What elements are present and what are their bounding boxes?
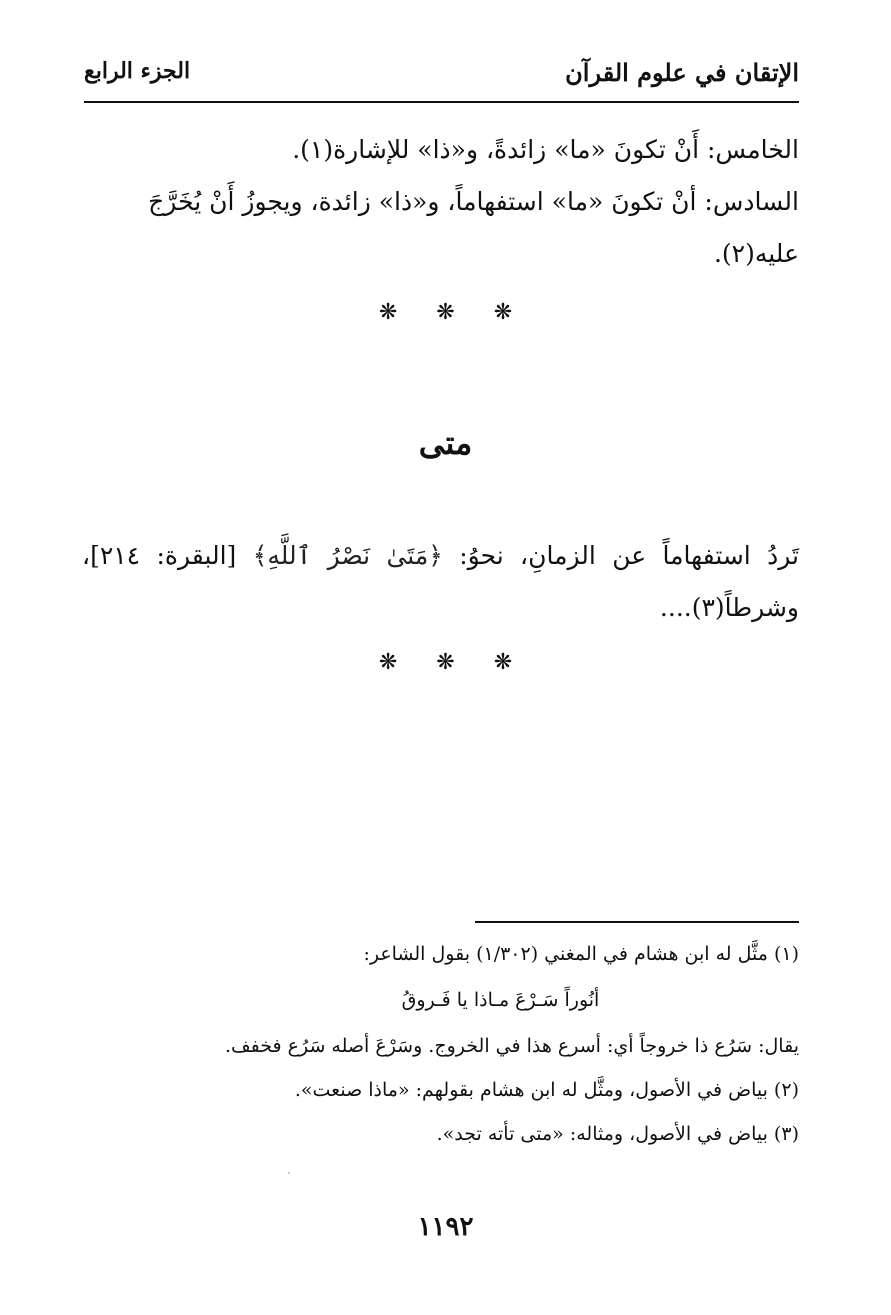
footnote-3: (٣) بياض في الأصول، ومثاله: «متى تأته تجد». — [436, 1123, 799, 1145]
asterisk-ornament: ❋ — [493, 650, 513, 675]
asterisk-ornament: ❋ — [436, 300, 455, 325]
section-separator — [0, 300, 891, 325]
quran-quote: ﴿مَتَىٰ نَصْرُ ٱللَّهِ﴾ — [252, 541, 443, 570]
footnote-1: (١) مثَّل له ابن هشام في المغني (١/٣٠٢) بقول الشاعر: — [363, 943, 799, 965]
section-heading: متى — [418, 424, 473, 462]
footnote-1-explanation: يقال: سَرُع ذا خروجاً أي: أسرع هذا في الخروج. وسَرْعَ أصله سَرُع فخفف. — [224, 1035, 799, 1057]
asterisk-ornament: ❋ — [378, 300, 398, 325]
paragraph-sixth-line1: السادس: أنْ تكونَ «ما» استفهاماً، و«ذا» زائدة، ويجوزُ أَنْ يُخَرَّجَ — [148, 187, 799, 216]
scan-speck — [288, 1172, 290, 1174]
paragraph-fifth: الخامس: أَنْ تكونَ «ما» زائدةً، و«ذا» للإشارة(١). — [292, 135, 799, 164]
footnote-divider — [475, 921, 799, 923]
footnote-2: (٢) بياض في الأصول، ومثَّل له ابن هشام بقولهم: «ماذا صنعت». — [294, 1079, 799, 1101]
header-divider — [84, 101, 799, 103]
verse-reference: [البقرة: ٢١٤]، — [82, 541, 253, 570]
section-separator — [0, 650, 891, 675]
footnote-1-verse: أنُوراً سَـرْعَ مـاذا يا فَـروقُ — [401, 989, 600, 1011]
paragraph-sixth-line2: عليه(٢). — [713, 239, 799, 268]
running-header — [84, 58, 799, 98]
book-title: الإتقان في علوم القرآن — [565, 58, 799, 87]
asterisk-ornament: ❋ — [493, 300, 513, 325]
paragraph-text: تَردُ استفهاماً عن الزمانِ، نحوُ: — [442, 541, 800, 570]
asterisk-ornament: ❋ — [436, 650, 455, 675]
paragraph-mata-line1 — [82, 538, 799, 574]
page-number: ١١٩٢ — [417, 1212, 474, 1242]
paragraph-mata-line2: وشرطاً(٣).... — [659, 593, 799, 622]
asterisk-ornament: ❋ — [378, 650, 398, 675]
part-label: الجزء الرابع — [84, 58, 191, 84]
